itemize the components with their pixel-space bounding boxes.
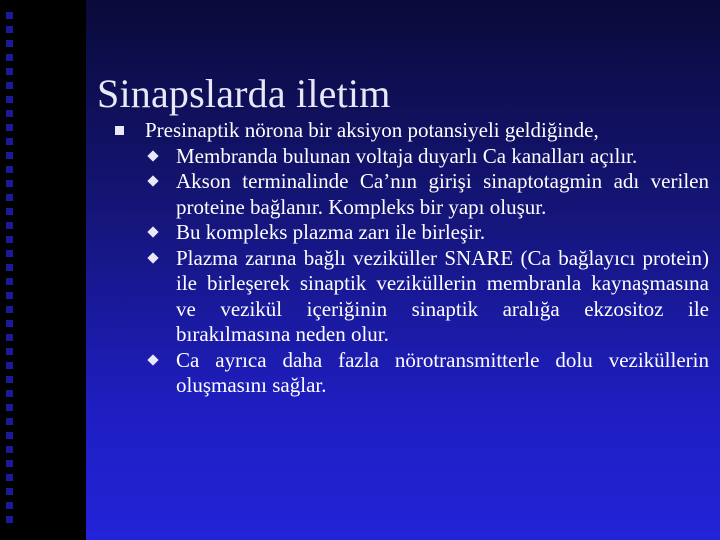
square-pattern-decoration: [6, 12, 20, 530]
main-bullet-item: [113, 118, 709, 144]
sub-bullet-list: [143, 144, 709, 399]
diamond-bullet-icon: [147, 226, 158, 237]
sub-bullet-item: [143, 348, 709, 399]
sub-bullet-item: [143, 246, 709, 348]
left-decorative-strip: [0, 0, 86, 540]
diamond-bullet-icon: [147, 150, 158, 161]
diamond-bullet-icon: [147, 252, 158, 263]
sub-bullet-item: [143, 169, 709, 220]
sub-bullet-text: Bu kompleks plazma zarı ile birleşir.: [176, 220, 486, 244]
slide-title: Sinapslarda iletim: [97, 71, 391, 116]
square-bullet-icon: [115, 126, 124, 135]
sub-bullet-text: Ca ayrıca daha fazla nörotransmitterle dolu veziküllerin oluşmasını sağlar.: [176, 347, 709, 397]
sub-bullet-text: Membranda bulunan voltaja duyarlı Ca kanalları açılır.: [176, 143, 638, 168]
diamond-bullet-icon: [147, 354, 158, 365]
main-bullet-text: Presinaptik nörona bir aksiyon potansiyeli geldiğinde,: [145, 118, 599, 142]
sub-bullet-text: Plazma zarına bağlı veziküller SNARE (Ca bağlayıcı protein) ile birleşerek sinaptik veziküllerin membranla kaynaşmasına ve vezikül içeriğinin sinaptik aralığa ekzositoz ile bırakılmasına neden olur.: [176, 245, 709, 346]
diamond-bullet-icon: [147, 175, 158, 186]
sub-bullet-item: [143, 144, 709, 170]
sub-bullet-item: [143, 220, 709, 246]
sub-bullet-text: Akson terminalinde Ca’nın girişi sinaptotagmin adı verilen proteine bağlanır. Kompleks bir yapı oluşur.: [176, 169, 709, 219]
slide-content: [113, 118, 709, 399]
